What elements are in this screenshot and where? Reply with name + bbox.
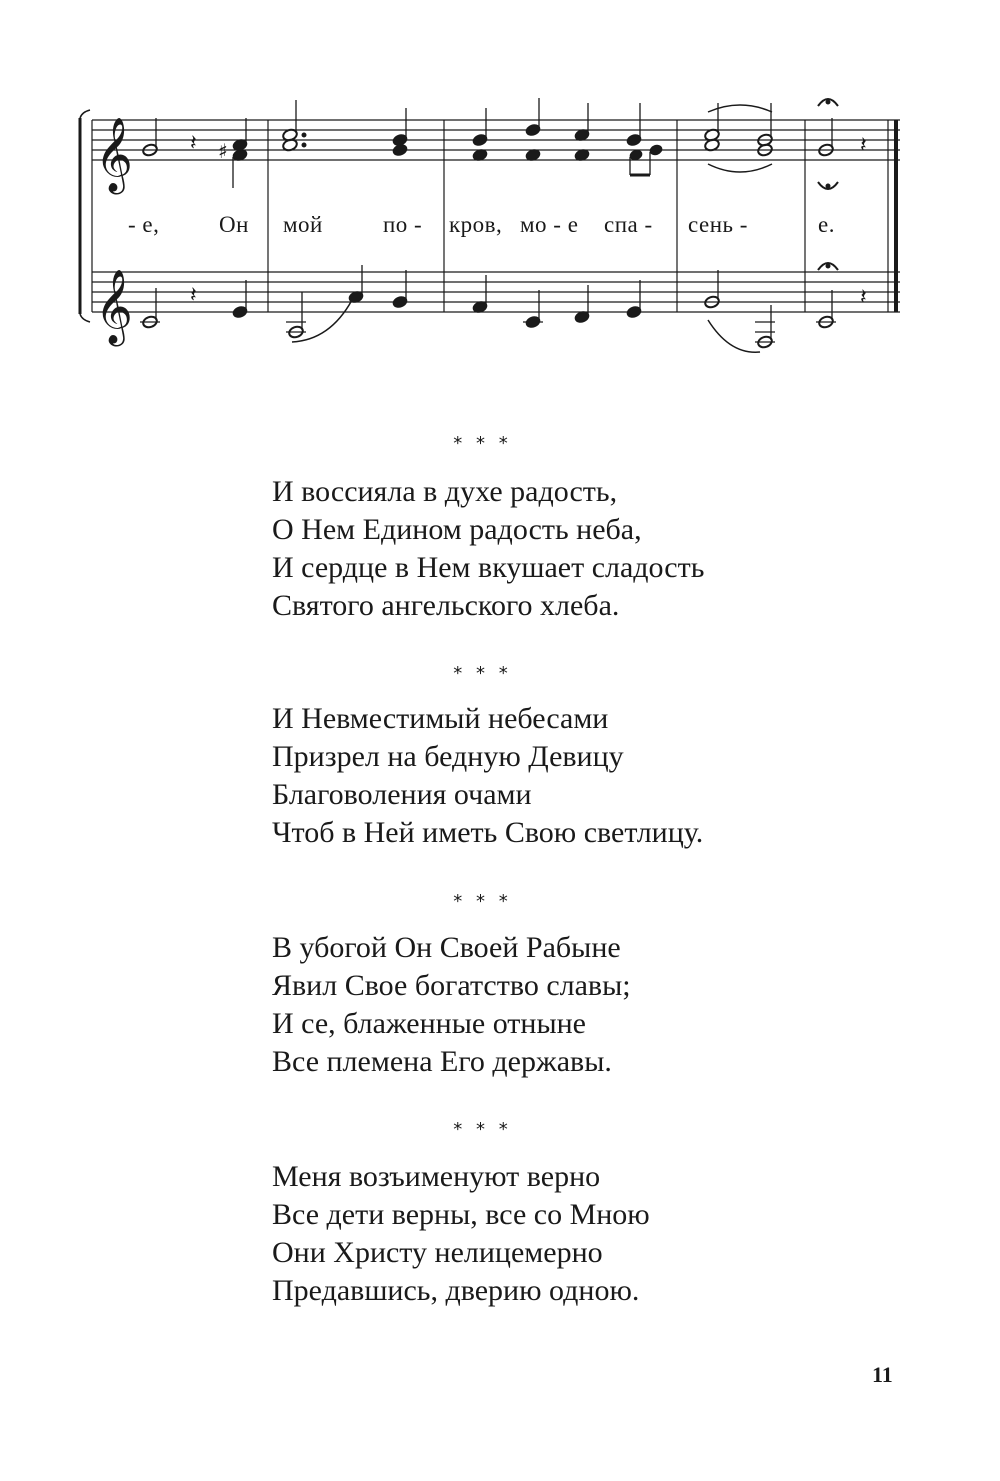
stanza-separator: * * * xyxy=(453,891,512,912)
lyric-syllable: мо - е xyxy=(520,212,579,237)
verse-line: И воссияла в духе радость, xyxy=(272,475,618,508)
svg-text:𝄽: 𝄽 xyxy=(190,283,197,308)
verse-line: И се, блаженные отныне xyxy=(272,1007,586,1040)
verse-line: Все племена Его державы. xyxy=(272,1045,612,1078)
verse-line: Благоволения очами xyxy=(272,778,532,811)
verse-line: О Нем Едином радость неба, xyxy=(272,513,642,546)
svg-text:𝄽: 𝄽 xyxy=(190,131,197,156)
stanza-separator: * * * xyxy=(453,1119,512,1140)
verse-line: Они Христу нелицемерно xyxy=(272,1236,603,1269)
verse-line: И сердце в Нем вкушает сладость xyxy=(272,551,705,584)
verse-line: Предавшись, дверию одною. xyxy=(272,1274,640,1307)
verse-line: Призрел на бедную Девицу xyxy=(272,740,624,773)
lyric-syllable: сень - xyxy=(688,212,748,237)
verse-line: В убогой Он Своей Рабыне xyxy=(272,931,621,964)
lyric-syllable: кров, xyxy=(449,212,503,237)
verse-line: Чтоб в Ней иметь Свою светлицу. xyxy=(272,816,704,849)
lyric-syllable: спа - xyxy=(604,212,653,237)
stanza xyxy=(272,929,631,1081)
svg-text:𝄽: 𝄽 xyxy=(860,285,867,310)
svg-text:𝄞: 𝄞 xyxy=(95,270,133,344)
svg-text:𝄞: 𝄞 xyxy=(95,118,133,192)
page-number: 11 xyxy=(872,1362,893,1387)
svg-text:♯: ♯ xyxy=(218,139,228,163)
verse-line: И Невместимый небесами xyxy=(272,702,609,735)
stanza xyxy=(272,1158,650,1310)
lyric-syllable: е. xyxy=(818,212,835,237)
music-score xyxy=(0,0,1000,380)
stanza xyxy=(272,473,704,625)
lyric-syllable: мой xyxy=(283,212,323,237)
stanza xyxy=(272,700,703,852)
stanza-separator: * * * xyxy=(453,663,512,684)
verse-line: Все дети верны, все со Мною xyxy=(272,1198,650,1231)
svg-text:𝄽: 𝄽 xyxy=(860,133,867,158)
lyric-syllable: - е, xyxy=(128,212,160,237)
verse-line: Явил Свое богатство славы; xyxy=(272,969,631,1002)
lyric-syllable: Он xyxy=(219,212,249,237)
verse-line: Меня возъименуют верно xyxy=(272,1160,601,1193)
lyric-syllable: по - xyxy=(383,212,423,237)
verse-line: Святого ангельского хлеба. xyxy=(272,589,620,622)
stanza-separator: * * * xyxy=(453,433,512,454)
